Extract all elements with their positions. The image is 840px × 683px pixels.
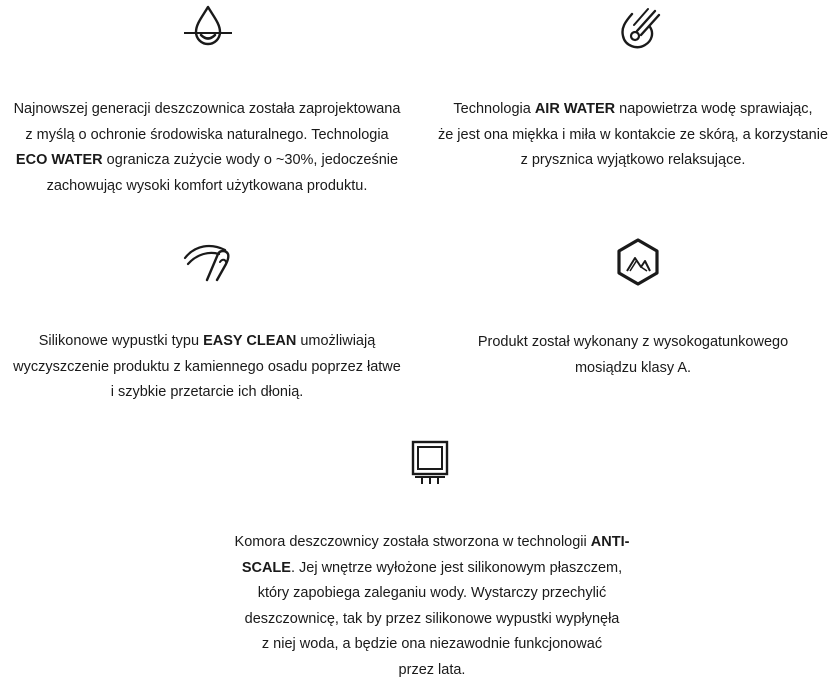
eco-water-line-4: zachowując wysoki komfort użytkowana produktu. (0, 174, 414, 200)
easy-clean-line-2: wyczyszczenie produktu z kamiennego osadu poprzez łatwe (0, 355, 414, 381)
air-water-line-2: że jest ona miękka i miła w kontakcie ze skórą, a korzystanie (426, 123, 840, 149)
anti-scale-line-1-pre: Komora deszczownicy została stworzona w technologii (235, 534, 591, 550)
anti-scale-line-2 (215, 556, 649, 582)
eco-water-line-3-rest: ogranicza zużycie wody o ~30%, jedocześnie (103, 152, 398, 168)
air-bubble-drop-icon (615, 3, 665, 53)
anti-scale-description (215, 530, 649, 683)
air-water-line-1-rest: napowietrza wodę sprawiając, (615, 101, 812, 117)
hexagon-brass-icon (614, 237, 662, 287)
anti-scale-chamber-icon (411, 440, 449, 486)
finger-swipe-icon (183, 240, 235, 282)
easy-clean-line-1 (0, 329, 414, 355)
easy-clean-highlight: EASY CLEAN (203, 333, 296, 349)
easy-clean-line-3: i szybkie przetarcie ich dłonią. (0, 380, 414, 406)
eco-water-description (0, 97, 414, 199)
air-water-highlight: AIR WATER (535, 101, 615, 117)
anti-scale-highlight-2: SCALE (242, 560, 291, 576)
anti-scale-line-4: deszczownicę, tak by przez silikonowe wypustki wypłynęła (215, 607, 649, 633)
eco-water-line-2: z myślą o ochronie środowiska naturalnego. Technologia (0, 123, 414, 149)
anti-scale-highlight-1: ANTI- (591, 534, 630, 550)
easy-clean-line-1-rest: umożliwiają (296, 333, 375, 349)
eco-water-highlight: ECO WATER (16, 152, 103, 168)
air-water-line-3: z prysznica wyjątkowo relaksujące. (426, 148, 840, 174)
anti-scale-line-1 (215, 530, 649, 556)
water-drop-icon (183, 2, 233, 52)
air-water-description (426, 97, 840, 174)
air-water-line-1 (426, 97, 840, 123)
air-water-line-1-pre: Technologia (453, 101, 534, 117)
brass-line-1: Produkt został wykonany z wysokogatunkowego (426, 330, 840, 356)
anti-scale-line-6: przez lata. (215, 658, 649, 683)
anti-scale-line-3: który zapobiega zaleganiu wody. Wystarczy przechylić (215, 581, 649, 607)
easy-clean-description (0, 329, 414, 406)
anti-scale-line-2-rest: . Jej wnętrze wyłożone jest silikonowym płaszczem, (291, 560, 622, 576)
eco-water-line-3 (0, 148, 414, 174)
brass-line-2: mosiądzu klasy A. (426, 356, 840, 382)
brass-description (426, 330, 840, 381)
anti-scale-line-5: z niej woda, a będzie ona niezawodnie funkcjonować (215, 632, 649, 658)
easy-clean-line-1-pre: Silikonowe wypustki typu (39, 333, 203, 349)
eco-water-line-1: Najnowszej generacji deszczownica została zaprojektowana (0, 97, 414, 123)
